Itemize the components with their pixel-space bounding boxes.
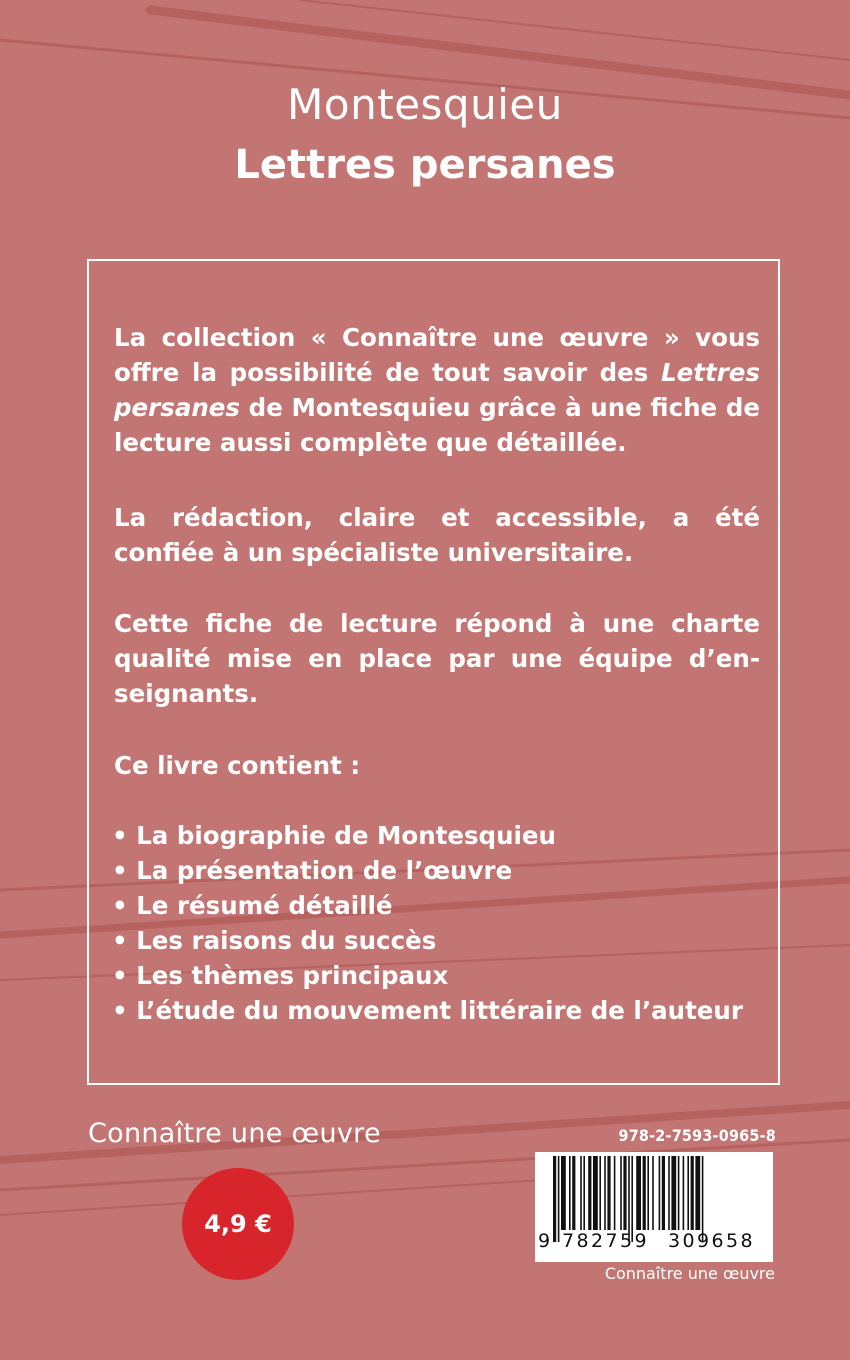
price-label: 4,9 € [204,1210,272,1238]
barcode-bar [607,1156,610,1230]
barcode-digit-prefix: 9 [538,1230,551,1252]
list-item: • L’étude du mouvement littéraire de l’auteur [112,996,743,1025]
quality-paragraph: Cette fiche de lecture répond à une charte qualité mise en place par une équipe d’enseignants. [114,609,760,708]
barcode-caption: Connaître une œuvre [604,1264,775,1283]
list-item: • Le résumé détaillé [112,891,393,920]
barcode-digit-group-left: 782759 [562,1230,649,1252]
list-item: • La présentation de l’œuvre [112,856,513,885]
barcode-bar [691,1156,694,1230]
barcode-bar [687,1156,689,1230]
barcode-bar [683,1156,685,1230]
author-name: Montesquieu [287,80,563,129]
barcode-bar [636,1156,641,1230]
collection-name: Connaître une œuvre [88,1118,381,1149]
barcode-bar [561,1156,566,1230]
writing-paragraph: La rédaction, claire et accessible, a été confiée à un spécialiste universitaire. [114,503,760,567]
intro-paragraph [114,320,760,460]
book-title: Lettres persanes [234,142,616,188]
barcode-bar [668,1156,670,1230]
intro-text-end: de Montesquieu grâce à une fiche de lecture aussi complète que détaillée. [114,393,760,457]
barcode-bar [647,1156,649,1230]
contents-heading: Ce livre contient : [114,751,361,780]
barcode-bar [569,1156,571,1230]
barcode-bar [614,1156,616,1230]
barcode-bar [623,1156,626,1230]
barcode-bar [580,1156,582,1230]
barcode-bar [583,1156,585,1230]
barcode-bar [652,1156,654,1230]
barcode-bar [662,1156,665,1230]
barcode-bar [588,1156,591,1230]
barcode-bar [659,1156,661,1230]
list-item: • La biographie de Montesquieu [112,821,556,850]
barcode-bar [695,1156,700,1230]
barcode-bar [599,1156,601,1230]
price-badge [182,1168,294,1280]
list-item: • Les thèmes principaux [112,961,449,990]
barcode-bar [620,1156,622,1230]
barcode-bar [643,1156,646,1230]
barcode-bar [604,1156,606,1230]
barcode-digit-group-right: 309658 [668,1230,755,1252]
list-item: • Les raisons du succès [112,926,437,955]
barcode-bar [572,1156,575,1230]
intro-text-start: La collection « Connaître une œuvre » vous offre la possibilité de tout savoir des [114,323,760,387]
intro-italic-title: Lettres persanes [114,358,760,422]
barcode-bar [671,1156,676,1230]
barcode-bar [678,1156,680,1230]
isbn-number: 978-2-7593-0965-8 [618,1126,776,1145]
barcode-bar [593,1156,598,1230]
barcode-digits [538,1230,770,1252]
contents-list [112,818,772,1028]
barcode [535,1152,773,1262]
